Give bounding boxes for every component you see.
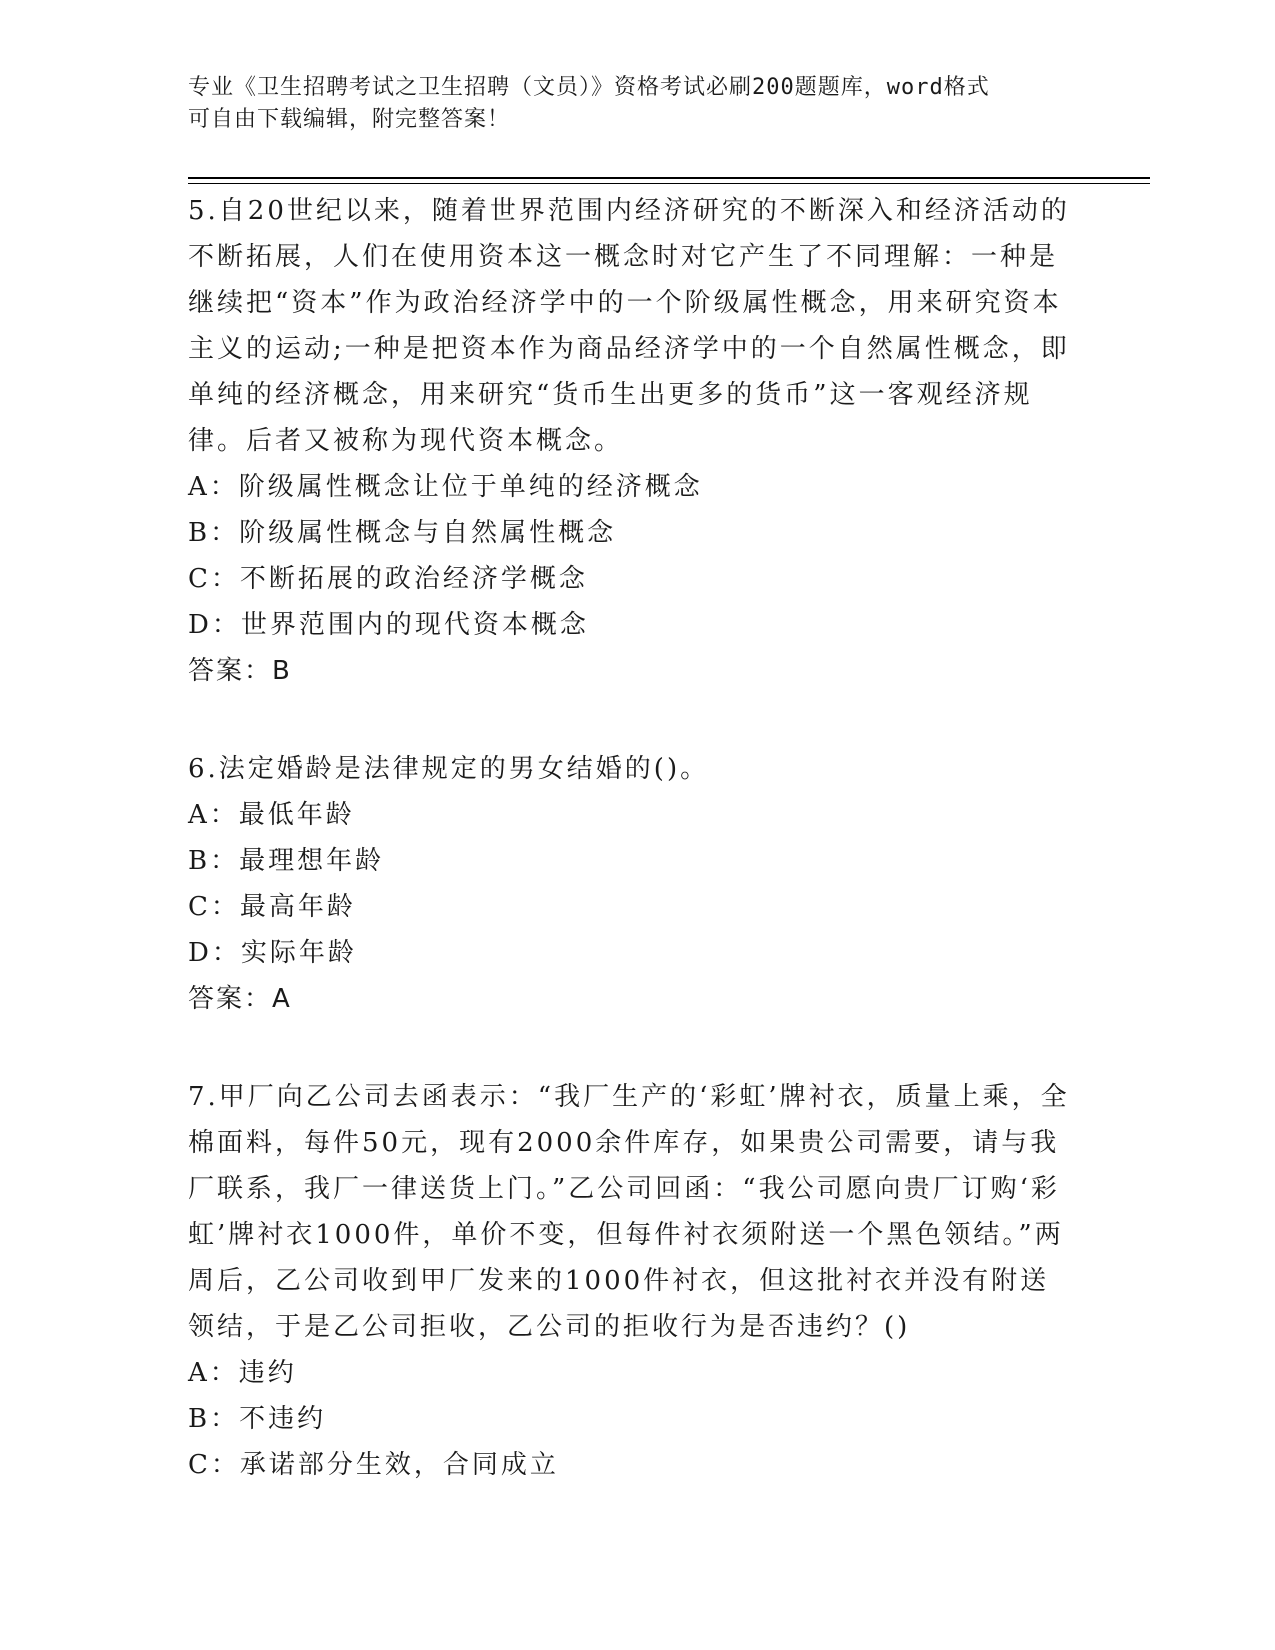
question-5 (188, 188, 1078, 694)
option-b: B：阶级属性概念与自然属性概念 (188, 518, 617, 548)
question-stem: 5.自20世纪以来，随着世界范围内经济研究的不断深入和经济活动的不断拓展，人们在使用资本这一概念时对它产生了不同理解：一种是继续把“资本”作为政治经济学中的一个阶级属性概念，用来研究资本主义的运动;一种是把资本作为商品经济学中的一个自然属性概念，即单纯的经济概念，用来研究“货币生出更多的货币”这一客观经济规律。后者又被称为现代资本概念。 (188, 196, 1070, 456)
answer: 答案：B (188, 656, 292, 686)
header-divider-thick (188, 177, 1150, 179)
header-divider-thin (188, 183, 1150, 184)
question-list (188, 188, 1078, 1540)
question-6 (188, 746, 1078, 1022)
answer: 答案：A (188, 984, 292, 1014)
option-c: C：不断拓展的政治经济学概念 (188, 564, 588, 594)
option-d: D：实际年龄 (188, 938, 357, 968)
option-a: A：阶级属性概念让位于单纯的经济概念 (188, 472, 703, 502)
option-d: D：世界范围内的现代资本概念 (188, 610, 589, 640)
option-b: B：不违约 (188, 1404, 327, 1434)
option-b: B：最理想年龄 (188, 846, 385, 876)
question-7 (188, 1074, 1078, 1488)
question-stem: 6.法定婚龄是法律规定的男女结婚的()。 (188, 754, 710, 784)
document-header (188, 72, 1068, 136)
header-title-line-1: 专业《卫生招聘考试之卫生招聘（文员）》资格考试必刷200题题库，word格式 (188, 75, 990, 100)
option-a: A：违约 (188, 1358, 297, 1388)
question-stem: 7.甲厂向乙公司去函表示：“我厂生产的‘彩虹’牌衬衣，质量上乘，全棉面料，每件50元，现有2000余件库存，如果贵公司需要，请与我厂联系，我厂一律送货上门。”乙公司回函：“我公司愿向贵厂订购‘彩虹’牌衬衣1000件，单价不变，但每件衬衣须附送一个黑色领结。”两周后，乙公司收到甲厂发来的1000件衬衣，但这批衬衣并没有附送领结，于是乙公司拒收，乙公司的拒收行为是否违约？() (188, 1082, 1070, 1342)
option-a: A：最低年龄 (188, 800, 355, 830)
option-c: C：最高年龄 (188, 892, 356, 922)
option-c: C：承诺部分生效，合同成立 (188, 1450, 559, 1480)
header-title-line-2: 可自由下载编辑，附完整答案！ (188, 107, 511, 132)
